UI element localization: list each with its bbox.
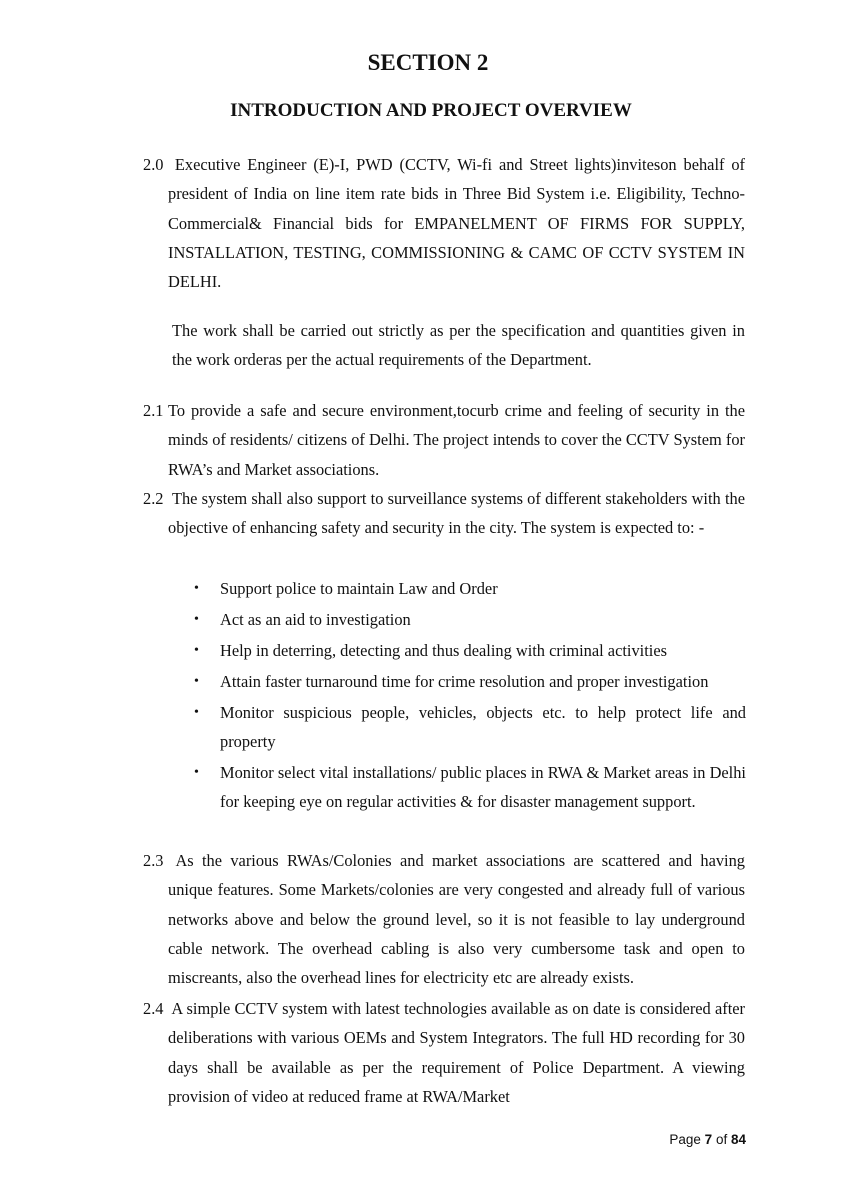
- paragraph-text: Executive Engineer (E)-I, PWD (CCTV, Wi-fi and Street lights)inviteson behalf of president of India on line item rate bids in Three Bid System i.e. Eligibility, Techno-Commercial& Financial bids for EMPANELMENT OF FIRMS FOR SUPPLY, INSTALLATION, TESTING, COMMISSIONING & CAMC OF CCTV SYSTEM IN DELHI.: [168, 155, 745, 292]
- list-item: [194, 636, 746, 665]
- section-heading: SECTION 2: [367, 50, 489, 75]
- paragraph-text: To provide a safe and secure environment,tocurb crime and feeling of security in the minds of residents/ citizens of Delhi. The project intends to cover the CCTV System for RWA’s and Market associations.: [168, 401, 745, 479]
- paragraph-2-4: [143, 994, 745, 1111]
- list-item: [194, 698, 746, 757]
- paragraph-2-1: [143, 396, 745, 484]
- page-footer: [669, 1132, 746, 1147]
- paragraph-number: 2.4: [143, 999, 164, 1018]
- paragraph-2-3: [143, 846, 745, 992]
- list-item: [194, 574, 746, 603]
- bullet-icon: •: [194, 642, 199, 658]
- list-item-text: Help in deterring, detecting and thus dealing with criminal activities: [220, 640, 667, 660]
- paragraph-text: The system shall also support to surveillance systems of different stakeholders with the objective of enhancing safety and security in the city. The system is expected to: -: [168, 489, 745, 538]
- bullet-icon: •: [194, 673, 199, 689]
- list-item-text: Act as an aid to investigation: [220, 609, 411, 629]
- list-item-text: Support police to maintain Law and Order: [220, 579, 498, 598]
- of-word: of: [715, 1132, 728, 1147]
- list-item: [194, 758, 746, 817]
- section-title: INTRODUCTION AND PROJECT OVERVIEW: [230, 100, 632, 121]
- paragraph-2-0: [143, 150, 745, 296]
- bullet-icon: •: [194, 581, 199, 596]
- paragraph-text: A simple CCTV system with latest technologies available as on date is considered after deliberations with various OEMs and System Integrators. The full HD recording for 30 days shall be available as per the requirement of Police Department. A viewing provision of video at reduced frame at RWA/Market: [168, 999, 745, 1106]
- paragraph-2-2: [143, 484, 745, 543]
- objectives-list: [194, 574, 746, 818]
- paragraph-2-0-continued: The work shall be carried out strictly as per the specification and quantities given in the work orderas per the actual requirements of the Department.: [172, 321, 745, 370]
- bullet-icon: •: [194, 704, 199, 720]
- paragraph-number: 2.3: [143, 851, 164, 870]
- list-item-text: Monitor suspicious people, vehicles, objects etc. to help protect life and property: [220, 702, 746, 751]
- bullet-icon: •: [194, 764, 199, 780]
- bullet-icon: •: [194, 611, 199, 627]
- paragraph-text: As the various RWAs/Colonies and market associations are scattered and having unique features. Some Markets/colonies are very congested and already full of various networks above and below the ground level, so it is not feasible to lay underground cable network. The overhead cabling is also very cumbersome task and open to miscreants, also the overhead lines for electricity etc are already exists.: [168, 851, 745, 988]
- list-item-text: Attain faster turnaround time for crime resolution and proper investigation: [220, 671, 709, 691]
- page-word: Page: [669, 1132, 701, 1147]
- paragraph-number: 2.2: [143, 489, 164, 508]
- list-item: [194, 667, 746, 696]
- list-item-text: Monitor select vital installations/ public places in RWA & Market areas in Delhi for keeping eye on regular activities & for disaster management support.: [220, 762, 746, 812]
- list-item: [194, 605, 746, 634]
- paragraph-number: 2.0: [143, 155, 164, 174]
- paragraph-number: 2.1: [143, 401, 164, 420]
- current-page-number: 7: [704, 1132, 713, 1147]
- total-pages-number: 84: [730, 1132, 746, 1147]
